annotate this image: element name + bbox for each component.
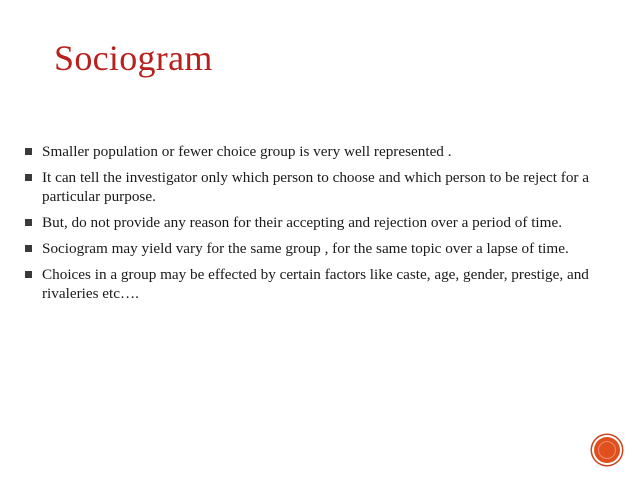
bullet-item <box>22 213 618 232</box>
square-bullet-icon <box>25 148 32 155</box>
bullet-text: But, do not provide any reason for their accepting and rejection over a period of time. <box>42 214 562 231</box>
bullet-item <box>22 265 618 303</box>
square-bullet-icon <box>25 174 32 181</box>
slide-nav-circle-icon[interactable] <box>594 437 620 463</box>
bullet-list <box>22 142 618 310</box>
bullet-text: Sociogram may yield vary for the same group , for the same topic over a lapse of time. <box>42 240 569 257</box>
square-bullet-icon <box>25 245 32 252</box>
bullet-item <box>22 142 618 161</box>
slide-title: Sociogram <box>54 38 213 78</box>
bullet-text: It can tell the investigator only which person to choose and which person to be reject for a particular purpose. <box>42 169 590 205</box>
bullet-text: Choices in a group may be effected by certain factors like caste, age, gender, prestige, and rivaleries etc…. <box>42 266 589 302</box>
square-bullet-icon <box>25 271 32 278</box>
bullet-text: Smaller population or fewer choice group is very well represented . <box>42 143 452 160</box>
bullet-item <box>22 168 618 206</box>
bullet-item <box>22 239 618 258</box>
square-bullet-icon <box>25 219 32 226</box>
